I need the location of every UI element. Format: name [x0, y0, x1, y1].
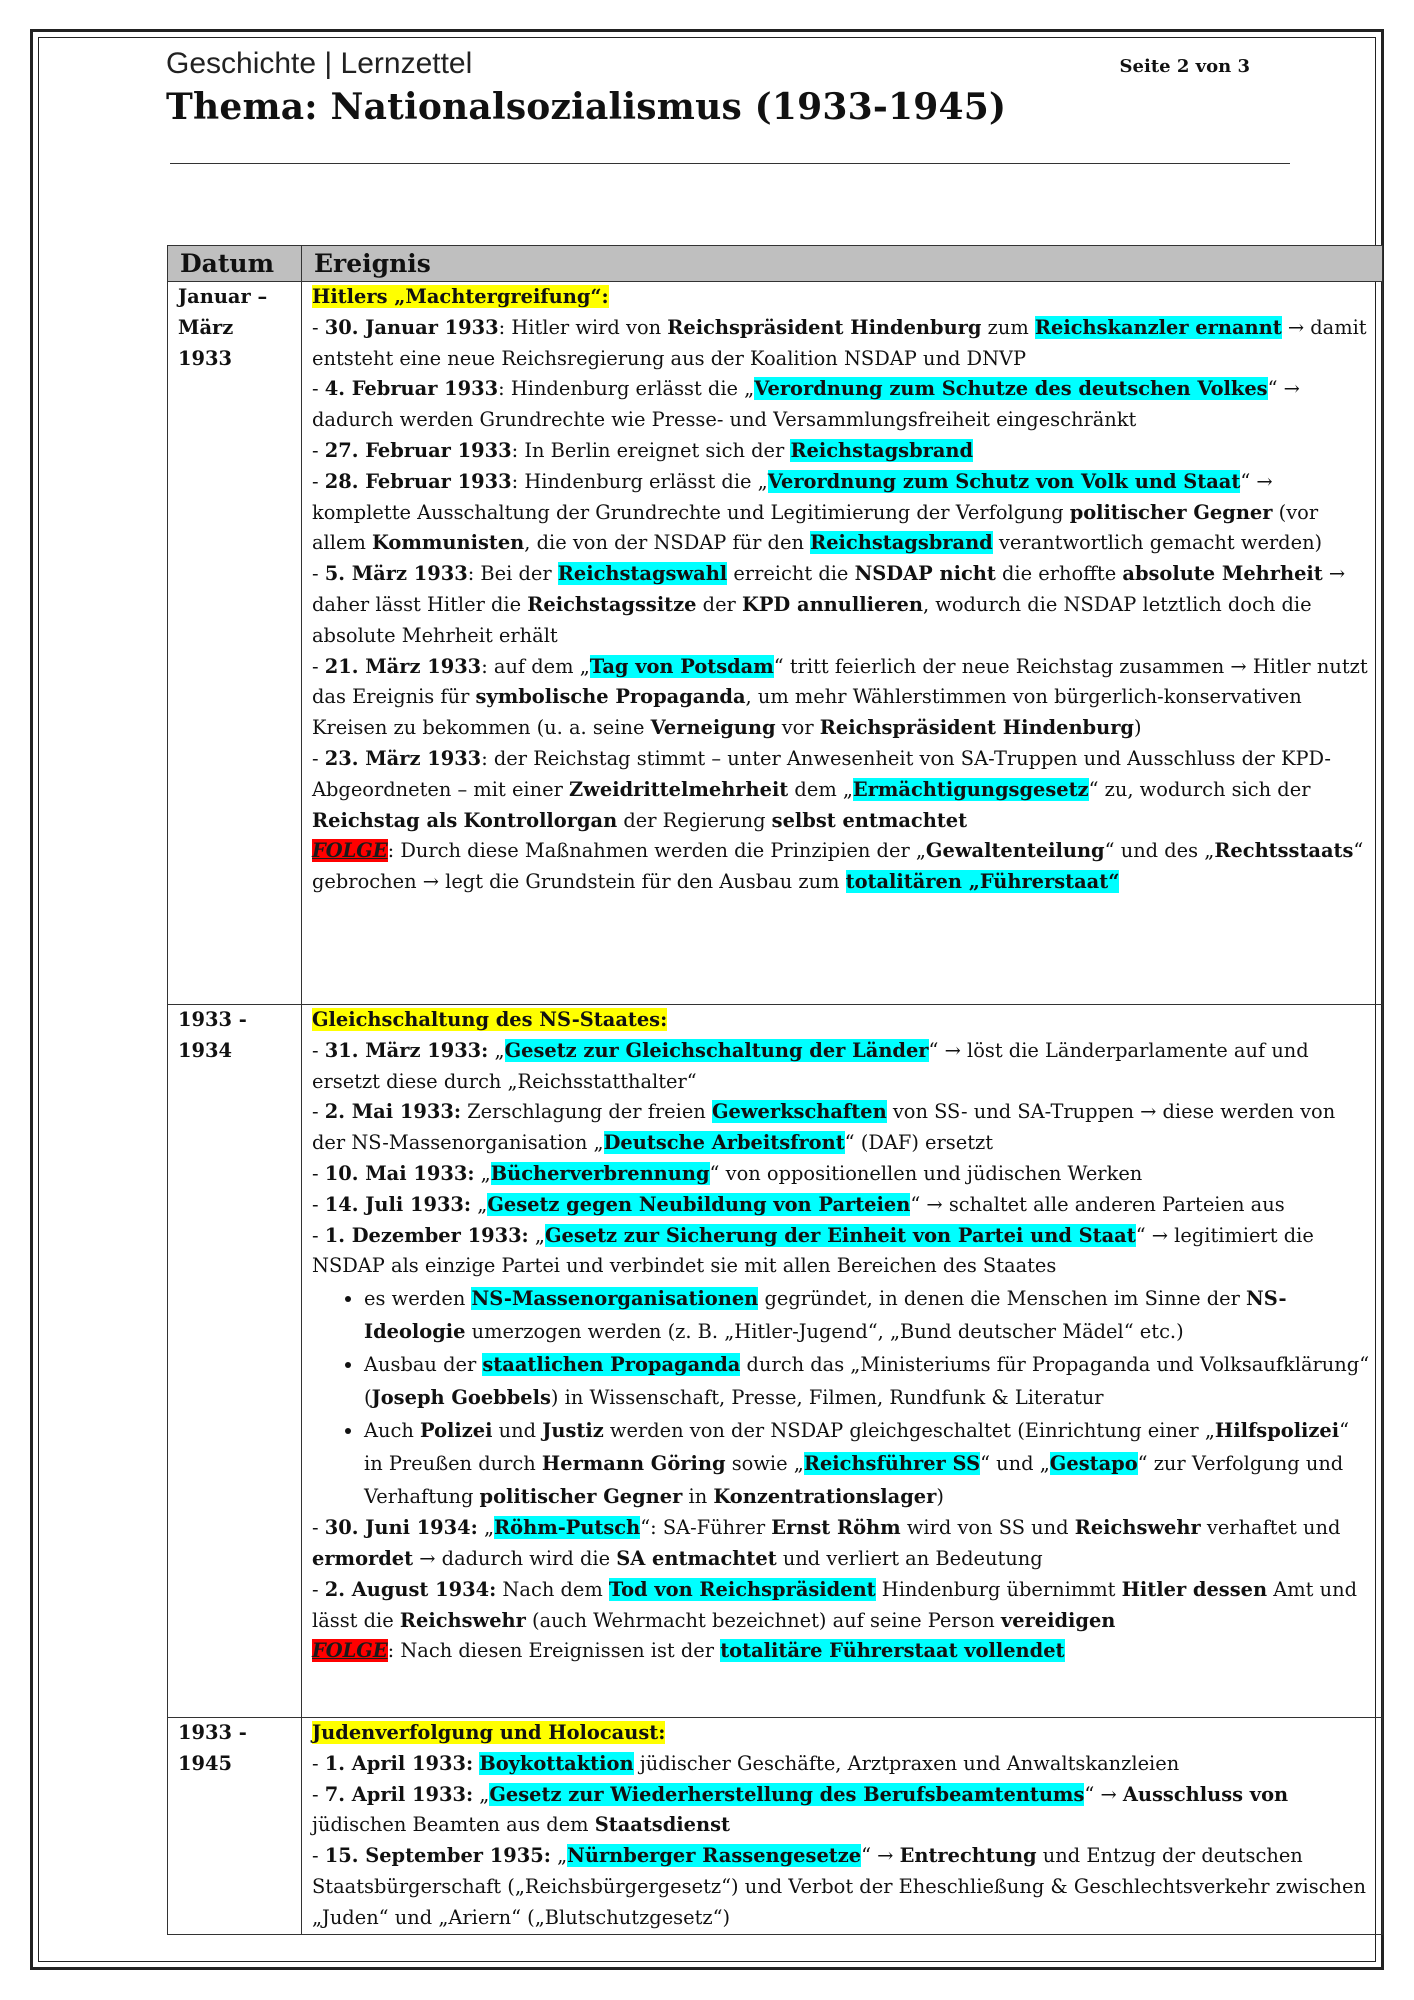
- event-line: - 1. April 1933: Boykottaktion jüdischer Geschäfte, Arztpraxen und Anwaltskanzleien: [312, 1751, 1180, 1775]
- event-line: - 21. März 1933: auf dem „Tag von Potsdam“ tritt feierlich der neue Reichstag zusammen → Hitler nutzt das Ereignis für symbolische Propaganda, um mehr Wählerstimmen von bürgerlich-konservativen Kreisen zu bekommen (u. a. seine Verneigung vor Reichspräsident Hindenburg): [312, 654, 1368, 740]
- header-divider: [170, 163, 1290, 164]
- document-header: [166, 44, 1290, 130]
- highlight-term: Reichstagsbrand: [810, 531, 993, 555]
- highlight-term: Reichstagsbrand: [790, 438, 974, 462]
- table-row: [168, 1718, 1383, 1935]
- subject-line: Geschichte | Lernzettel: [166, 47, 473, 80]
- section-heading: Hitlers „Machtergreifung“:: [312, 285, 609, 308]
- highlight-term: Gesetz gegen Neubildung von Parteien: [487, 1192, 911, 1216]
- table-row: [168, 282, 1383, 1005]
- list-item: • es werden NS-Massenorganisationen gegründet, in denen die Menschen im Sinne der NS-Ideologie umerzogen werden (z. B. „Hitler-Jugend“, „Bund deutscher Mädel“ etc.): [364, 1282, 1372, 1348]
- event-line: - 10. Mai 1933: „Bücherverbrennung“ von oppositionellen und jüdischen Werken: [312, 1161, 1143, 1185]
- event-line: FOLGE: Durch diese Maßnahmen werden die Prinzipien der „Gewaltenteilung“ und des „Rechtsstaats“ gebrochen → legt die Grundstein für den Ausbau zum totalitären „Führerstaat“: [312, 839, 1364, 894]
- highlight-term: Tag von Potsdam: [589, 654, 774, 678]
- event-line: - 2. Mai 1933: Zerschlagung der freien Gewerkschaften von SS- und SA-Truppen → diese werden von der NS-Massenorganisation „Deutsche Arbeitsfront“ (DAF) ersetzt: [312, 1100, 1336, 1155]
- event-line: - 1. Dezember 1933: „Gesetz zur Sicherung der Einheit von Partei und Staat“ → legitimiert die NSDAP als einzige Partei und verbindet sie mit allen Bereichen des Staates: [312, 1223, 1314, 1278]
- timeline-table: [167, 245, 1383, 1935]
- section-heading: Judenverfolgung und Holocaust:: [312, 1721, 666, 1744]
- table-header-row: [168, 246, 1383, 282]
- column-header-event: Ereignis: [302, 246, 1383, 282]
- row-date: 1933 - 1945: [168, 1718, 302, 1935]
- event-line: - 15. September 1935: „Nürnberger Rassengesetze“ → Entrechtung und Entzug der deutschen Staatsbürgerschaft („Reichsbürgergesetz“) und Verbot der Eheschließung & Geschlechtsverkehr zwischen „Juden“ und „Ariern“ („Blutschutzgesetz“): [312, 1844, 1367, 1929]
- highlight-term: Verordnung zum Schutze des deutschen Volkes: [754, 377, 1268, 401]
- event-line: - 23. März 1933: der Reichstag stimmt – unter Anwesenheit von SA-Truppen und Ausschluss der KPD-Abgeordneten – mit einer Zweidrittelmehrheit dem „Ermächtigungsgesetz“ zu, wodurch sich der Reichstag als Kontrollorgan der Regierung selbst entmachtet: [312, 746, 1331, 832]
- row-date: 1933 - 1934: [168, 1005, 302, 1718]
- highlight-term: Gestapo: [1049, 1452, 1138, 1476]
- highlight-term: totalitären „Führerstaat“: [845, 870, 1120, 894]
- column-header-date: Datum: [168, 246, 302, 282]
- event-line: - 14. Juli 1933: „Gesetz gegen Neubildung von Parteien“ → schaltet alle anderen Parteien aus: [312, 1192, 1285, 1216]
- row-event: [302, 1005, 1383, 1718]
- highlight-term: staatlichen Propaganda: [482, 1353, 741, 1377]
- event-line: - 30. Januar 1933: Hitler wird von Reichspräsident Hindenburg zum Reichskanzler ernannt → damit entsteht eine neue Reichsregierung aus der Koalition NSDAP und DNVP: [312, 315, 1367, 370]
- section-heading: Gleichschaltung des NS-Staates:: [312, 1008, 668, 1031]
- consequence-label: FOLGE: [312, 1639, 388, 1663]
- highlight-term: Bücherverbrennung: [490, 1161, 710, 1185]
- highlight-term: Boykottaktion: [479, 1751, 634, 1775]
- highlight-term: Deutsche Arbeitsfront: [603, 1131, 845, 1155]
- event-line: - 31. März 1933: „Gesetz zur Gleichschaltung der Länder“ → löst die Länderparlamente auf und ersetzt diese durch „Reichsstatthalter“: [312, 1038, 1309, 1093]
- highlight-term: Gewerkschaften: [711, 1100, 887, 1124]
- event-line: - 28. Februar 1933: Hindenburg erlässt die „Verordnung zum Schutz von Volk und Staat“ → komplette Ausschaltung der Grundrechte und Legitimierung der Verfolgung politischer Gegner (vor allem Kommunisten, die von der NSDAP für den Reichstagsbrand verantwortlich gemacht werden): [312, 469, 1323, 555]
- list-item: • Ausbau der staatlichen Propaganda durch das „Ministeriums für Propaganda und Volksaufklärung“ (Joseph Goebbels) in Wissenschaft, Presse, Filmen, Rundfunk & Literatur: [364, 1348, 1372, 1414]
- row-date: Januar – März 1933: [168, 282, 302, 1005]
- bullet-list: [312, 1282, 1372, 1513]
- highlight-term: Gesetz zur Gleichschaltung der Länder: [504, 1038, 929, 1062]
- highlight-term: totalitäre Führerstaat vollendet: [720, 1639, 1065, 1663]
- table-row: [168, 1005, 1383, 1718]
- highlight-term: Tod von Reichspräsident: [608, 1577, 876, 1601]
- highlight-term: Reichsführer SS: [803, 1452, 981, 1476]
- consequence-label: FOLGE: [312, 839, 388, 863]
- event-line: - 7. April 1933: „Gesetz zur Wiederherstellung des Berufsbeamtentums“ → Ausschluss von jüdischen Beamten aus dem Staatsdienst: [312, 1782, 1289, 1837]
- row-event: [302, 282, 1383, 1005]
- page-number: Seite 2 von 3: [1119, 56, 1250, 77]
- event-line: - 4. Februar 1933: Hindenburg erlässt die „Verordnung zum Schutze des deutschen Volkes“ → dadurch werden Grundrechte wie Presse- und Versammlungsfreiheit eingeschränkt: [312, 377, 1300, 432]
- event-line: - 5. März 1933: Bei der Reichstagswahl erreicht die NSDAP nicht die erhoffte absolute Mehrheit → daher lässt Hitler die Reichstagssitze der KPD annullieren, wodurch die NSDAP letztlich doch die absolute Mehrheit erhält: [312, 562, 1346, 647]
- highlight-term: Verordnung zum Schutz von Volk und Staat: [767, 469, 1241, 493]
- highlight-term: Gesetz zur Sicherung der Einheit von Partei und Staat: [544, 1223, 1136, 1247]
- highlight-term: Reichstagswahl: [557, 562, 728, 586]
- highlight-term: Gesetz zur Wiederherstellung des Berufsbeamtentums: [489, 1782, 1085, 1806]
- event-line: FOLGE: Nach diesen Ereignissen ist der totalitäre Führerstaat vollendet: [312, 1639, 1065, 1663]
- highlight-term: Ermächtigungsgesetz: [852, 777, 1089, 801]
- row-event: [302, 1718, 1383, 1935]
- highlight-term: Nürnberger Rassengesetze: [567, 1844, 862, 1868]
- event-line: - 27. Februar 1933: In Berlin ereignet sich der Reichstagsbrand: [312, 438, 974, 462]
- event-line: - 30. Juni 1934: „Röhm-Putsch“: SA-Führer Ernst Röhm wird von SS und Reichswehr verhaftet und ermordet → dadurch wird die SA entmachtet und verliert an Bedeutung: [312, 1516, 1341, 1570]
- highlight-term: NS-Massenorganisationen: [471, 1287, 759, 1311]
- highlight-term: Reichskanzler ernannt: [1034, 315, 1282, 339]
- list-item: • Auch Polizei und Justiz werden von der NSDAP gleichgeschaltet (Einrichtung einer „Hilfspolizei“ in Preußen durch Hermann Göring sowie „Reichsführer SS“ und „Gestapo“ zur Verfolgung und Verhaftung politischer Gegner in Konzentrationslager): [364, 1414, 1372, 1513]
- event-line: - 2. August 1934: Nach dem Tod von Reichspräsident Hindenburg übernimmt Hitler dessen Amt und lässt die Reichswehr (auch Wehrmacht bezeichnet) auf seine Person vereidigen: [312, 1577, 1357, 1632]
- page-title: Thema: Nationalsozialismus (1933-1945): [166, 86, 1007, 128]
- highlight-term: Röhm-Putsch: [494, 1516, 641, 1540]
